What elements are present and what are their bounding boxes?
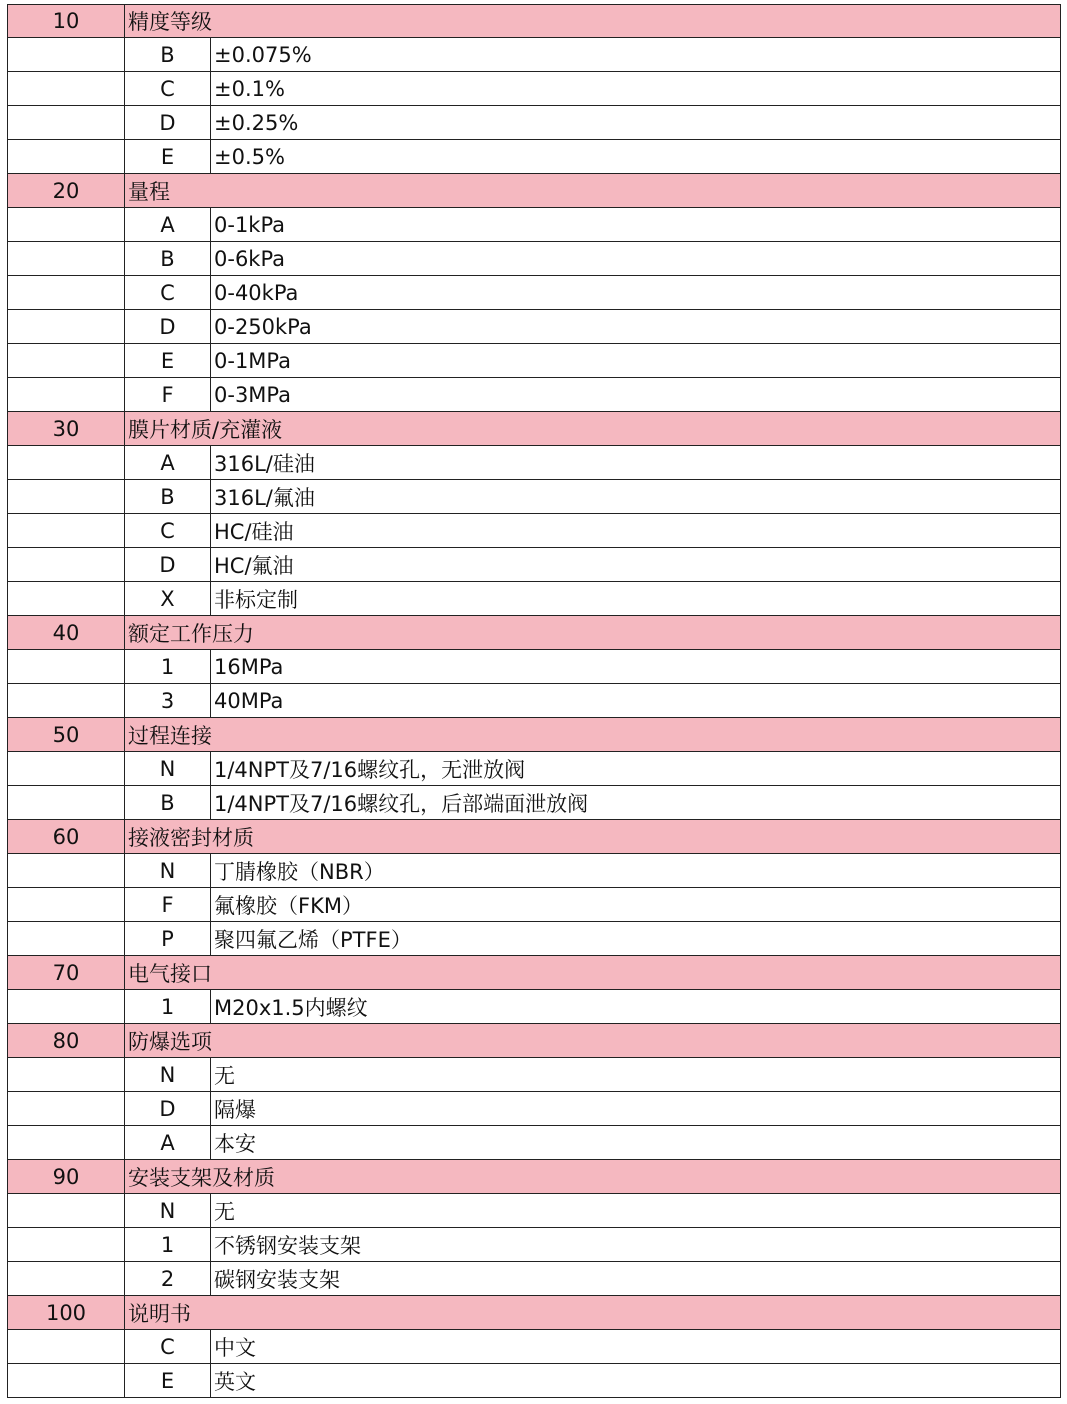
- option-key: C: [125, 1330, 211, 1363]
- option-spacer: [8, 1228, 125, 1261]
- option-value: 0-3MPa: [214, 382, 292, 407]
- option-value: HC/氟油: [214, 553, 294, 578]
- section-title: 过程连接: [128, 723, 212, 748]
- option-row: [7, 684, 1061, 718]
- option-spacer: [8, 786, 125, 819]
- option-row: [7, 514, 1061, 548]
- option-key: B: [125, 38, 211, 71]
- section-code: 70: [8, 956, 125, 989]
- section-row: [7, 1296, 1061, 1330]
- option-row: [7, 922, 1061, 956]
- option-key: F: [125, 888, 211, 921]
- option-value: 0-6kPa: [214, 246, 286, 271]
- option-row: [7, 446, 1061, 480]
- option-key: A: [125, 446, 211, 479]
- section-title: 精度等级: [128, 10, 212, 34]
- option-spacer: [8, 1092, 125, 1125]
- section-title: 安装支架及材质: [128, 1165, 275, 1190]
- option-value: 氟橡胶（FKM）: [214, 893, 363, 918]
- option-spacer: [8, 548, 125, 581]
- option-row: [7, 582, 1061, 616]
- option-key: A: [125, 208, 211, 241]
- option-value: 无: [214, 1199, 235, 1224]
- option-value: 0-1MPa: [214, 348, 292, 373]
- section-code: 80: [8, 1024, 125, 1057]
- option-spacer: [8, 752, 125, 785]
- option-spacer: [8, 480, 125, 513]
- option-spacer: [8, 1058, 125, 1091]
- option-key: N: [125, 1194, 211, 1227]
- section-title: 膜片材质/充灌液: [128, 417, 283, 442]
- option-row: [7, 990, 1061, 1024]
- section-row: [7, 412, 1061, 446]
- section-code: 100: [8, 1296, 125, 1329]
- option-row: [7, 310, 1061, 344]
- option-row: [7, 140, 1061, 174]
- section-row: [7, 820, 1061, 854]
- option-key: C: [125, 514, 211, 547]
- option-spacer: [8, 990, 125, 1023]
- option-value: 0-250kPa: [214, 314, 312, 339]
- option-spacer: [8, 888, 125, 921]
- option-row: [7, 1126, 1061, 1160]
- option-key: B: [125, 242, 211, 275]
- option-row: [7, 752, 1061, 786]
- option-spacer: [8, 922, 125, 955]
- option-spacer: [8, 582, 125, 615]
- selection-table: [7, 4, 1061, 1398]
- option-spacer: [8, 140, 125, 173]
- option-value: ±0.1%: [214, 76, 285, 101]
- option-value: 非标定制: [214, 587, 298, 612]
- option-value: 隔爆: [214, 1097, 256, 1122]
- option-spacer: [8, 276, 125, 309]
- section-row: [7, 1024, 1061, 1058]
- option-value: ±0.25%: [214, 110, 299, 135]
- option-spacer: [8, 72, 125, 105]
- option-value: 中文: [214, 1335, 256, 1360]
- option-spacer: [8, 344, 125, 377]
- option-value: 丁腈橡胶（NBR）: [214, 859, 385, 884]
- option-value: 1/4NPT及7/16螺纹孔，无泄放阀: [214, 757, 526, 782]
- option-key: P: [125, 922, 211, 955]
- option-value: 0-1kPa: [214, 212, 286, 237]
- section-code: 90: [8, 1160, 125, 1193]
- option-row: [7, 854, 1061, 888]
- option-key: B: [125, 786, 211, 819]
- option-row: [7, 480, 1061, 514]
- option-key: B: [125, 480, 211, 513]
- option-key: C: [125, 276, 211, 309]
- section-title: 防爆选项: [128, 1029, 212, 1054]
- section-row: [7, 956, 1061, 990]
- option-row: [7, 38, 1061, 72]
- section-code: 30: [8, 412, 125, 445]
- option-value: HC/硅油: [214, 519, 294, 544]
- option-row: [7, 548, 1061, 582]
- option-key: E: [125, 140, 211, 173]
- option-key: D: [125, 1092, 211, 1125]
- option-row: [7, 1092, 1061, 1126]
- option-key: 1: [125, 1228, 211, 1261]
- option-row: [7, 888, 1061, 922]
- option-value: 无: [214, 1063, 235, 1088]
- section-row: [7, 1160, 1061, 1194]
- option-row: [7, 72, 1061, 106]
- option-value: 316L/氟油: [214, 485, 315, 510]
- option-key: D: [125, 106, 211, 139]
- option-value: 碳钢安装支架: [214, 1267, 340, 1292]
- section-code: 40: [8, 616, 125, 649]
- section-code: 50: [8, 718, 125, 751]
- option-row: [7, 1330, 1061, 1364]
- option-value: 1/4NPT及7/16螺纹孔，后部端面泄放阀: [214, 791, 589, 816]
- option-row: [7, 1058, 1061, 1092]
- section-code: 60: [8, 820, 125, 853]
- option-spacer: [8, 1262, 125, 1295]
- option-spacer: [8, 650, 125, 683]
- option-spacer: [8, 446, 125, 479]
- option-row: [7, 242, 1061, 276]
- option-row: [7, 378, 1061, 412]
- option-spacer: [8, 310, 125, 343]
- option-key: F: [125, 378, 211, 411]
- section-title: 电气接口: [128, 961, 212, 986]
- option-spacer: [8, 514, 125, 547]
- option-spacer: [8, 38, 125, 71]
- section-title: 量程: [128, 179, 170, 204]
- option-key: C: [125, 72, 211, 105]
- section-code: 10: [8, 5, 125, 37]
- option-row: [7, 208, 1061, 242]
- option-key: X: [125, 582, 211, 615]
- option-key: 1: [125, 650, 211, 683]
- option-spacer: [8, 854, 125, 887]
- option-value: 聚四氟乙烯（PTFE）: [214, 927, 412, 952]
- section-title: 额定工作压力: [128, 621, 254, 646]
- option-spacer: [8, 684, 125, 717]
- option-key: 1: [125, 990, 211, 1023]
- option-spacer: [8, 1330, 125, 1363]
- section-row: [7, 718, 1061, 752]
- option-spacer: [8, 1126, 125, 1159]
- option-spacer: [8, 1364, 125, 1397]
- option-row: [7, 786, 1061, 820]
- option-key: 3: [125, 684, 211, 717]
- option-key: D: [125, 548, 211, 581]
- option-row: [7, 344, 1061, 378]
- option-spacer: [8, 106, 125, 139]
- option-key: N: [125, 752, 211, 785]
- option-value: 本安: [214, 1131, 256, 1156]
- option-key: 2: [125, 1262, 211, 1295]
- option-spacer: [8, 1194, 125, 1227]
- option-key: E: [125, 344, 211, 377]
- option-row: [7, 1194, 1061, 1228]
- section-row: [7, 4, 1061, 38]
- option-spacer: [8, 378, 125, 411]
- option-key: E: [125, 1364, 211, 1397]
- option-row: [7, 650, 1061, 684]
- option-value: 316L/硅油: [214, 451, 315, 476]
- option-key: N: [125, 854, 211, 887]
- option-key: A: [125, 1126, 211, 1159]
- option-key: D: [125, 310, 211, 343]
- option-row: [7, 106, 1061, 140]
- option-value: ±0.075%: [214, 42, 312, 67]
- option-value: M20x1.5内螺纹: [214, 995, 368, 1020]
- section-title: 说明书: [128, 1301, 191, 1326]
- option-value: 40MPa: [214, 688, 284, 713]
- option-row: [7, 1262, 1061, 1296]
- option-spacer: [8, 208, 125, 241]
- option-value: 英文: [214, 1369, 256, 1394]
- option-row: [7, 1228, 1061, 1262]
- section-title: 接液密封材质: [128, 825, 254, 850]
- option-key: N: [125, 1058, 211, 1091]
- section-row: [7, 616, 1061, 650]
- option-value: 16MPa: [214, 654, 284, 679]
- option-value: 0-40kPa: [214, 280, 299, 305]
- option-row: [7, 1364, 1061, 1398]
- option-value: 不锈钢安装支架: [214, 1233, 361, 1258]
- option-row: [7, 276, 1061, 310]
- section-row: [7, 174, 1061, 208]
- option-spacer: [8, 242, 125, 275]
- option-value: ±0.5%: [214, 144, 285, 169]
- section-code: 20: [8, 174, 125, 207]
